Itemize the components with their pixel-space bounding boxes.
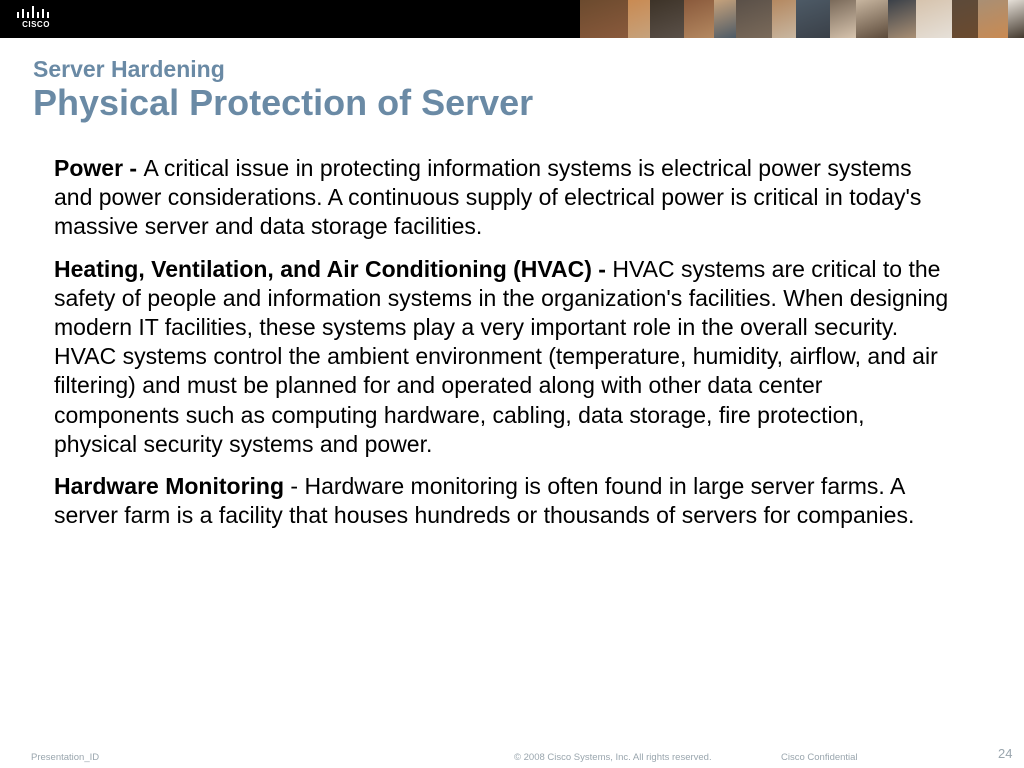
text-power: A critical issue in protecting information systems is electrical power systems and power considerations. A continuous supply of electrical power is critical in today's massive server and data storage facilities. [54,155,922,240]
header-photo [1008,0,1024,38]
page-number: 24 [998,746,1013,761]
cisco-bridge-icon [14,5,58,19]
header-photo [796,0,830,38]
term-power: Power - [54,155,144,181]
header-photo [772,0,796,38]
header-photo [916,0,952,38]
cisco-logo [14,5,58,35]
header-photo [952,0,978,38]
header-photo-strip [580,0,1024,38]
paragraph-hvac [54,255,954,459]
cisco-wordmark: CISCO [22,20,50,29]
header-photo [736,0,772,38]
slide-title: Physical Protection of Server [33,82,534,123]
header-banner [0,0,1024,38]
term-hvac: Heating, Ventilation, and Air Conditioning (HVAC) - [54,255,613,282]
footer-presentation-id: Presentation_ID [31,752,100,763]
text-hardware-monitoring: - Hardware monitoring is often found in large server farms. A server farm is a facility that houses hundreds or thousands of servers for companies. [54,473,915,529]
header-photo [714,0,736,38]
paragraph-power [54,154,954,242]
header-photo [684,0,714,38]
footer-confidential: Cisco Confidential [781,752,858,763]
header-photo [628,0,650,38]
slide-subtitle: Server Hardening [33,56,225,82]
header-photo [650,0,684,38]
text-hvac: HVAC systems are critical to the safety of people and information systems in the organization's facilities. When designing modern IT facilities, these systems play a very important role in the overall security. HVAC systems control the ambient environment (temperature, humidity, airflow, and air filtering) and must be planned for and operated along with other data center components such as computing hardware, cabling, data storage, fire protection, physical security systems and power. [54,255,949,457]
header-photo [978,0,1008,38]
footer-copyright: © 2008 Cisco Systems, Inc. All rights reserved. [514,752,712,763]
header-photo [580,0,628,38]
header-photo [888,0,916,38]
header-photo [856,0,888,38]
slide-body [54,154,954,543]
paragraph-hardware-monitoring [54,472,954,530]
header-photo [830,0,856,38]
term-hardware-monitoring: Hardware Monitoring [54,473,285,500]
